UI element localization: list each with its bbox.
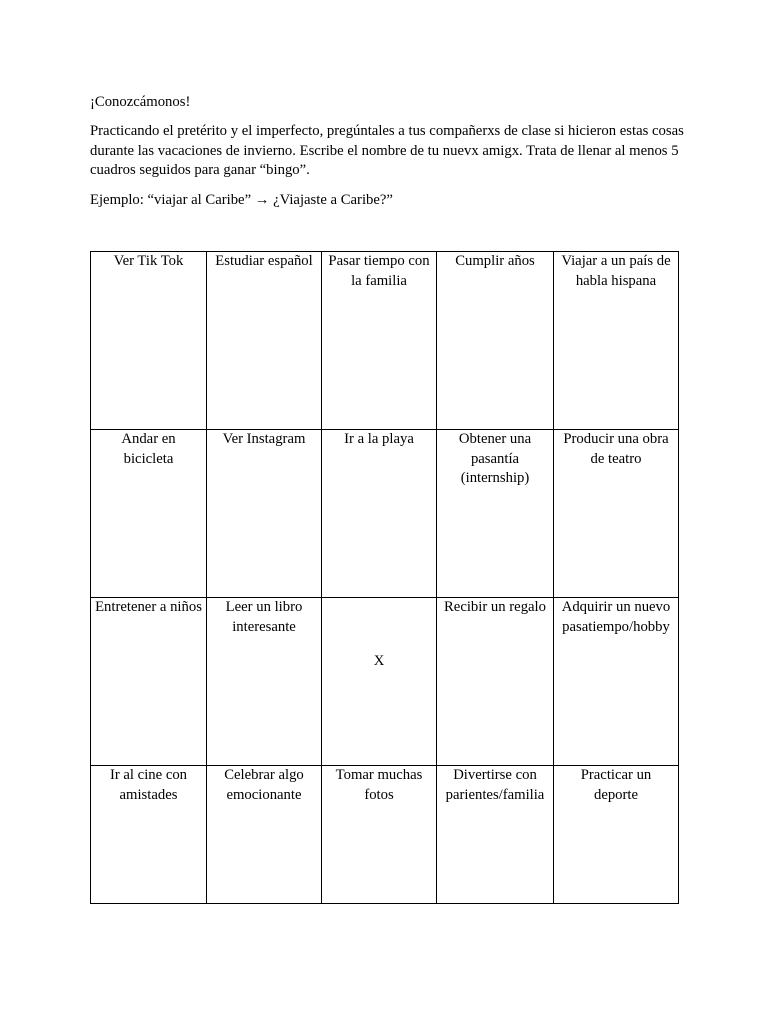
bingo-cell-label: Producir una obra de teatro [563, 431, 669, 467]
bingo-cell-label: Ver Tik Tok [113, 253, 184, 269]
bingo-cell-label: Divertirse con parientes/familia [445, 767, 545, 803]
bingo-row [91, 598, 679, 766]
bingo-cell[interactable] [91, 598, 207, 766]
bingo-cell-label: Ir a la playa [344, 431, 414, 447]
bingo-cell-label: Practicar un deporte [580, 767, 652, 803]
bingo-cell-label: Estudiar español [215, 253, 313, 269]
bingo-row [91, 252, 679, 430]
bingo-cell-label: Pasar tiempo con la familia [328, 253, 430, 289]
bingo-cell-label: Leer un libro interesante [225, 599, 303, 635]
bingo-table [90, 251, 679, 904]
bingo-free-cell[interactable] [322, 598, 437, 766]
bingo-cell-label: Celebrar algo emocionante [224, 767, 304, 803]
bingo-cell[interactable] [207, 598, 322, 766]
bingo-cell[interactable] [322, 430, 437, 598]
free-space-mark: X [373, 652, 385, 669]
bingo-cell[interactable] [322, 766, 437, 904]
bingo-cell[interactable] [437, 766, 554, 904]
bingo-row [91, 766, 679, 904]
bingo-cell[interactable] [554, 252, 679, 430]
bingo-cell-label: Recibir un regalo [444, 599, 546, 615]
bingo-cell[interactable] [554, 430, 679, 598]
bingo-cell[interactable] [207, 430, 322, 598]
bingo-cell-label: Tomar muchas fotos [335, 767, 423, 803]
bingo-cell[interactable] [91, 430, 207, 598]
bingo-cell-label: Ver Instagram [222, 431, 306, 447]
bingo-cell-label: Adquirir un nuevo pasatiempo/hobby [561, 599, 671, 635]
bingo-cell[interactable] [437, 598, 554, 766]
bingo-cell[interactable] [91, 766, 207, 904]
bingo-cell-label: Cumplir años [455, 253, 535, 269]
bingo-cell-label: Viajar a un país de habla hispana [561, 253, 671, 289]
bingo-cell-label: Ir al cine con amistades [109, 767, 188, 803]
bingo-cell[interactable] [207, 252, 322, 430]
bingo-cell-label: Entretener a niños [95, 599, 202, 615]
example-line: Ejemplo: “viajar al Caribe” → ¿Viajaste a Caribe?” [90, 192, 393, 208]
bingo-cell[interactable] [437, 430, 554, 598]
bingo-cell[interactable] [554, 766, 679, 904]
bingo-cell[interactable] [554, 598, 679, 766]
instructions-paragraph: Practicando el pretérito y el imperfecto, pregúntales a tus compañerxs de clase si hicieron estas cosas durante las vacaciones de invierno. Escribe el nombre de tu nuevx amigx. Trata de llenar al menos 5 cuadros seguidos para ganar “bingo”. [90, 123, 684, 178]
bingo-row [91, 430, 679, 598]
bingo-cell[interactable] [91, 252, 207, 430]
bingo-cell[interactable] [437, 252, 554, 430]
bingo-cell-label: Obtener una pasantía (internship) [458, 431, 532, 486]
bingo-cell[interactable] [322, 252, 437, 430]
document-title: ¡Conozcámonos! [90, 94, 191, 110]
bingo-cell-label: Andar en bicicleta [121, 431, 176, 467]
bingo-cell[interactable] [207, 766, 322, 904]
